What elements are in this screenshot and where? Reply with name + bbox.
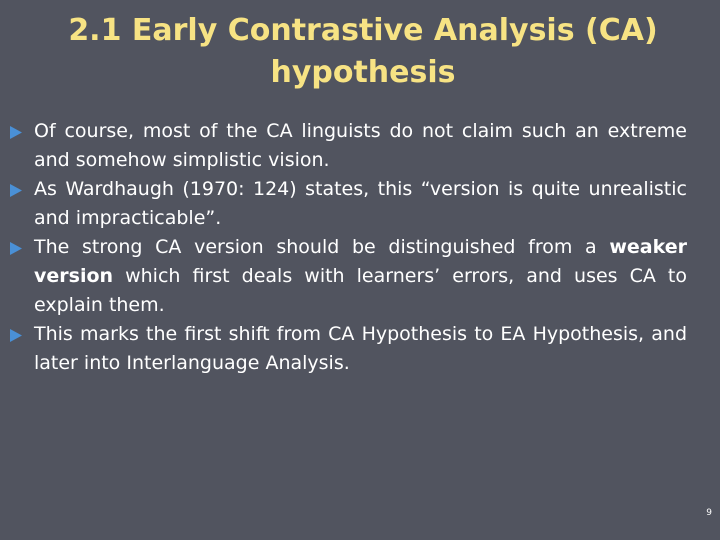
bullet-emphasis: weaker version — [34, 236, 687, 287]
bullet-item-4 — [10, 320, 687, 378]
bullet-item-2 — [10, 175, 687, 233]
bullet-item-1 — [10, 117, 687, 175]
triangle-right-icon — [10, 233, 24, 262]
bullet-text: The strong CA version should be distinguished from a weaker version which first deals with learners’ errors, and uses CA to explain them. — [34, 236, 687, 316]
slide-title-line-2: hypothesis — [270, 55, 456, 90]
bullet-text: This marks the first shift from CA Hypothesis to EA Hypothesis, and later into Interlanguage Analysis. — [34, 323, 687, 374]
bullet-item-3 — [10, 233, 687, 320]
page-number: 9 — [706, 508, 712, 518]
slide-title-line-1: 2.1 Early Contrastive Analysis (CA) — [68, 13, 658, 48]
triangle-right-icon — [10, 117, 24, 146]
triangle-right-icon — [10, 175, 24, 204]
bullet-text: As Wardhaugh (1970: 124) states, this “version is quite unrealistic and impracticable”. — [34, 178, 687, 229]
bullet-list — [10, 117, 687, 378]
triangle-right-icon — [10, 320, 24, 349]
bullet-text: Of course, most of the CA linguists do not claim such an extreme and somehow simplistic vision. — [34, 120, 687, 171]
slide-title — [20, 10, 706, 94]
